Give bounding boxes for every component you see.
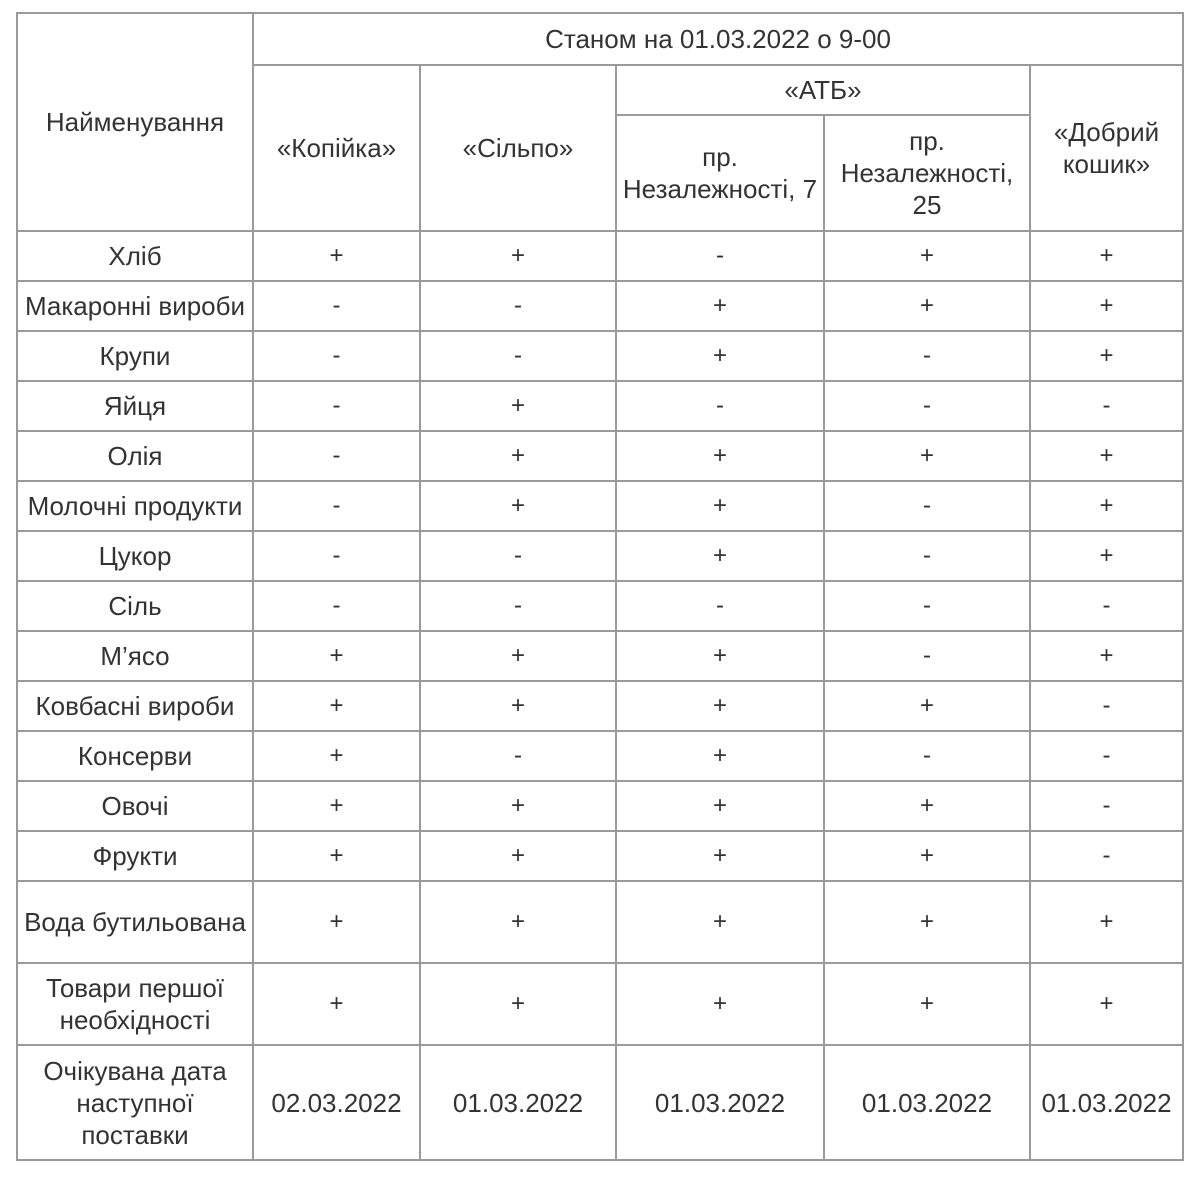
availability-atb-25: + [824,781,1030,831]
availability-silpo: - [420,731,616,781]
next-delivery-atb-7: 01.03.2022 [616,1045,824,1160]
next-delivery-silpo: 01.03.2022 [420,1045,616,1160]
table-row [17,331,1183,381]
table-row [17,481,1183,531]
product-name: Крупи [17,331,253,381]
availability-silpo: - [420,281,616,331]
table-row [17,381,1183,431]
store-header-atb: «АТБ» [616,65,1030,115]
availability-silpo: + [420,481,616,531]
availability-atb-7: - [616,381,824,431]
header-row-date [17,13,1183,65]
availability-silpo: - [420,331,616,381]
availability-atb-25: + [824,881,1030,963]
availability-atb-7: + [616,963,824,1045]
availability-atb-7: + [616,531,824,581]
availability-dobryi-koshyk: - [1030,831,1183,881]
table-row [17,231,1183,281]
availability-kopiyka: + [253,831,420,881]
availability-kopiyka: - [253,431,420,481]
availability-silpo: + [420,881,616,963]
store-header-atb-nezalezhnosti-25: пр. Незалежності, 25 [824,115,1030,231]
availability-atb-25: + [824,963,1030,1045]
product-name: Овочі [17,781,253,831]
table-row [17,581,1183,631]
table-row [17,631,1183,681]
availability-dobryi-koshyk: - [1030,381,1183,431]
table-row [17,281,1183,331]
next-delivery-atb-25: 01.03.2022 [824,1045,1030,1160]
availability-dobryi-koshyk: + [1030,963,1183,1045]
availability-silpo: + [420,431,616,481]
table-row [17,881,1183,963]
availability-atb-7: + [616,431,824,481]
availability-atb-7: + [616,731,824,781]
availability-kopiyka: - [253,281,420,331]
availability-kopiyka: - [253,581,420,631]
availability-atb-25: - [824,331,1030,381]
availability-silpo: + [420,781,616,831]
availability-dobryi-koshyk: + [1030,231,1183,281]
product-name: Сіль [17,581,253,631]
availability-dobryi-koshyk: + [1030,331,1183,381]
availability-silpo: + [420,831,616,881]
availability-atb-25: + [824,681,1030,731]
availability-atb-7: - [616,581,824,631]
availability-atb-7: + [616,831,824,881]
availability-atb-25: - [824,481,1030,531]
availability-kopiyka: + [253,681,420,731]
next-delivery-label: Очікувана дата наступної поставки [17,1045,253,1160]
availability-dobryi-koshyk: - [1030,781,1183,831]
availability-silpo: + [420,963,616,1045]
table-row [17,831,1183,881]
availability-kopiyka: + [253,231,420,281]
availability-dobryi-koshyk: + [1030,481,1183,531]
availability-silpo: + [420,231,616,281]
store-header-kopiyka: «Копійка» [253,65,420,231]
availability-kopiyka: + [253,881,420,963]
table-row [17,781,1183,831]
availability-dobryi-koshyk: + [1030,281,1183,331]
table-row [17,1045,1183,1160]
store-header-silpo: «Сільпо» [420,65,616,231]
product-name: Хліб [17,231,253,281]
availability-kopiyka: + [253,631,420,681]
product-name: Макаронні вироби [17,281,253,331]
name-column-header: Найменування [17,13,253,231]
product-name: Вода бутильована [17,881,253,963]
availability-atb-7: + [616,281,824,331]
availability-dobryi-koshyk: - [1030,731,1183,781]
availability-atb-7: + [616,681,824,731]
availability-silpo: - [420,581,616,631]
availability-kopiyka: + [253,781,420,831]
availability-atb-7: + [616,781,824,831]
store-header-dobryi-koshyk: «Добрий кошик» [1030,65,1183,231]
product-name: Цукор [17,531,253,581]
availability-dobryi-koshyk: + [1030,631,1183,681]
table-row [17,431,1183,481]
availability-silpo: + [420,681,616,731]
availability-silpo: + [420,631,616,681]
availability-atb-25: + [824,831,1030,881]
availability-kopiyka: - [253,531,420,581]
availability-atb-7: - [616,231,824,281]
product-name: М’ясо [17,631,253,681]
availability-kopiyka: - [253,481,420,531]
product-name: Консерви [17,731,253,781]
product-name: Олія [17,431,253,481]
next-delivery-dobryi-koshyk: 01.03.2022 [1030,1045,1183,1160]
availability-atb-25: - [824,581,1030,631]
availability-kopiyka: + [253,963,420,1045]
product-name: Яйця [17,381,253,431]
table-row [17,963,1183,1045]
availability-dobryi-koshyk: + [1030,531,1183,581]
availability-dobryi-koshyk: - [1030,581,1183,631]
stock-availability-table [16,12,1184,1161]
table-row [17,681,1183,731]
availability-atb-7: + [616,881,824,963]
availability-kopiyka: + [253,731,420,781]
availability-kopiyka: - [253,381,420,431]
availability-dobryi-koshyk: + [1030,431,1183,481]
availability-dobryi-koshyk: + [1030,881,1183,963]
product-name: Ковбасні вироби [17,681,253,731]
next-delivery-kopiyka: 02.03.2022 [253,1045,420,1160]
availability-silpo: + [420,381,616,431]
availability-atb-7: + [616,481,824,531]
availability-kopiyka: - [253,331,420,381]
availability-atb-25: + [824,281,1030,331]
availability-atb-7: + [616,631,824,681]
product-name: Молочні продукти [17,481,253,531]
availability-atb-25: - [824,531,1030,581]
availability-atb-25: - [824,381,1030,431]
date-caption: Станом на 01.03.2022 о 9-00 [253,13,1183,65]
availability-atb-7: + [616,331,824,381]
availability-atb-25: - [824,631,1030,681]
availability-atb-25: + [824,431,1030,481]
store-header-atb-nezalezhnosti-7: пр. Незалежності, 7 [616,115,824,231]
availability-dobryi-koshyk: - [1030,681,1183,731]
availability-atb-25: + [824,231,1030,281]
product-name: Фрукти [17,831,253,881]
table-row [17,531,1183,581]
table-row [17,731,1183,781]
availability-atb-25: - [824,731,1030,781]
availability-silpo: - [420,531,616,581]
product-name: Товари першої необхідності [17,963,253,1045]
